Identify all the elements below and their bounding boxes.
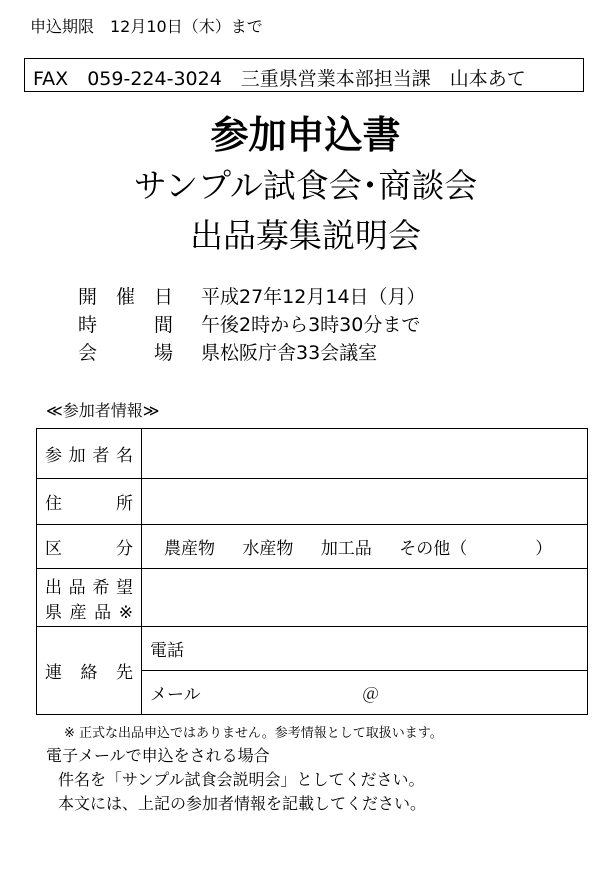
table-row [37,479,588,525]
subtitle-line-1: サンプル試食会･商談会 [133,166,478,205]
event-time-value: 午後2時から3時30分まで [201,314,421,336]
table-row [37,429,588,479]
table-row [37,569,588,627]
event-venue-label: 会場 [78,342,173,364]
product-label-line-2: 県産品※ [45,602,133,623]
table-row [37,627,588,671]
deadline-text: 申込期限 12月10日（木）まで [30,17,263,36]
category-option-other[interactable]: その他（ [399,539,468,559]
event-date-label: 開催日 [78,286,173,308]
name-input-cell[interactable] [142,429,588,479]
fax-box [24,58,584,92]
email-domain-cell[interactable] [354,671,588,715]
email-instructions-line-2: 本文には、上記の参加者情報を記載してください。 [58,794,427,813]
category-label: 区分 [45,539,133,559]
subtitle-line-2: 出品募集説明会 [190,216,421,255]
name-label: 参加者名 [45,446,133,466]
name-label-cell [37,429,142,479]
product-input-cell[interactable] [142,569,588,627]
email-instructions-heading: 電子メールで申込をされる場合 [46,746,270,765]
event-time-label: 時間 [78,314,173,336]
at-mark: ＠ [362,685,379,705]
category-option-marine[interactable]: 水産物 [242,539,294,559]
section-heading: ≪参加者情報≫ [46,401,160,420]
participant-form-table [36,428,588,715]
category-option-processed[interactable]: 加工品 [320,539,372,559]
note-text: ※ 正式な出品申込ではありません。参考情報として取扱います。 [64,726,443,741]
category-option-other-close: ） [535,539,553,559]
product-label-cell [37,569,142,627]
email-input-cell[interactable] [142,671,355,715]
email-label: メール [150,685,201,705]
address-input-cell[interactable] [142,479,588,525]
address-label-cell [37,479,142,525]
email-instructions-line-1: 件名を「サンプル試食会説明会」としてください。 [58,770,425,789]
event-venue-value: 県松阪庁舎33会議室 [201,342,378,364]
category-label-cell [37,525,142,569]
phone-input-cell[interactable] [142,627,588,671]
document-title: 参加申込書 [210,113,401,157]
category-options-cell[interactable] [142,525,588,569]
phone-label: 電話 [150,641,184,661]
contact-label: 連絡先 [45,663,133,683]
event-date-value: 平成27年12月14日（月） [201,286,426,308]
category-option-agri[interactable]: 農産物 [164,539,215,559]
product-label-line-1: 出品希望 [45,577,133,598]
address-label: 住所 [45,494,133,514]
fax-line: FAX 059-224-3024 三重県営業本部担当課 山本あて [33,68,526,90]
contact-label-cell [37,627,142,715]
table-row [37,525,588,569]
